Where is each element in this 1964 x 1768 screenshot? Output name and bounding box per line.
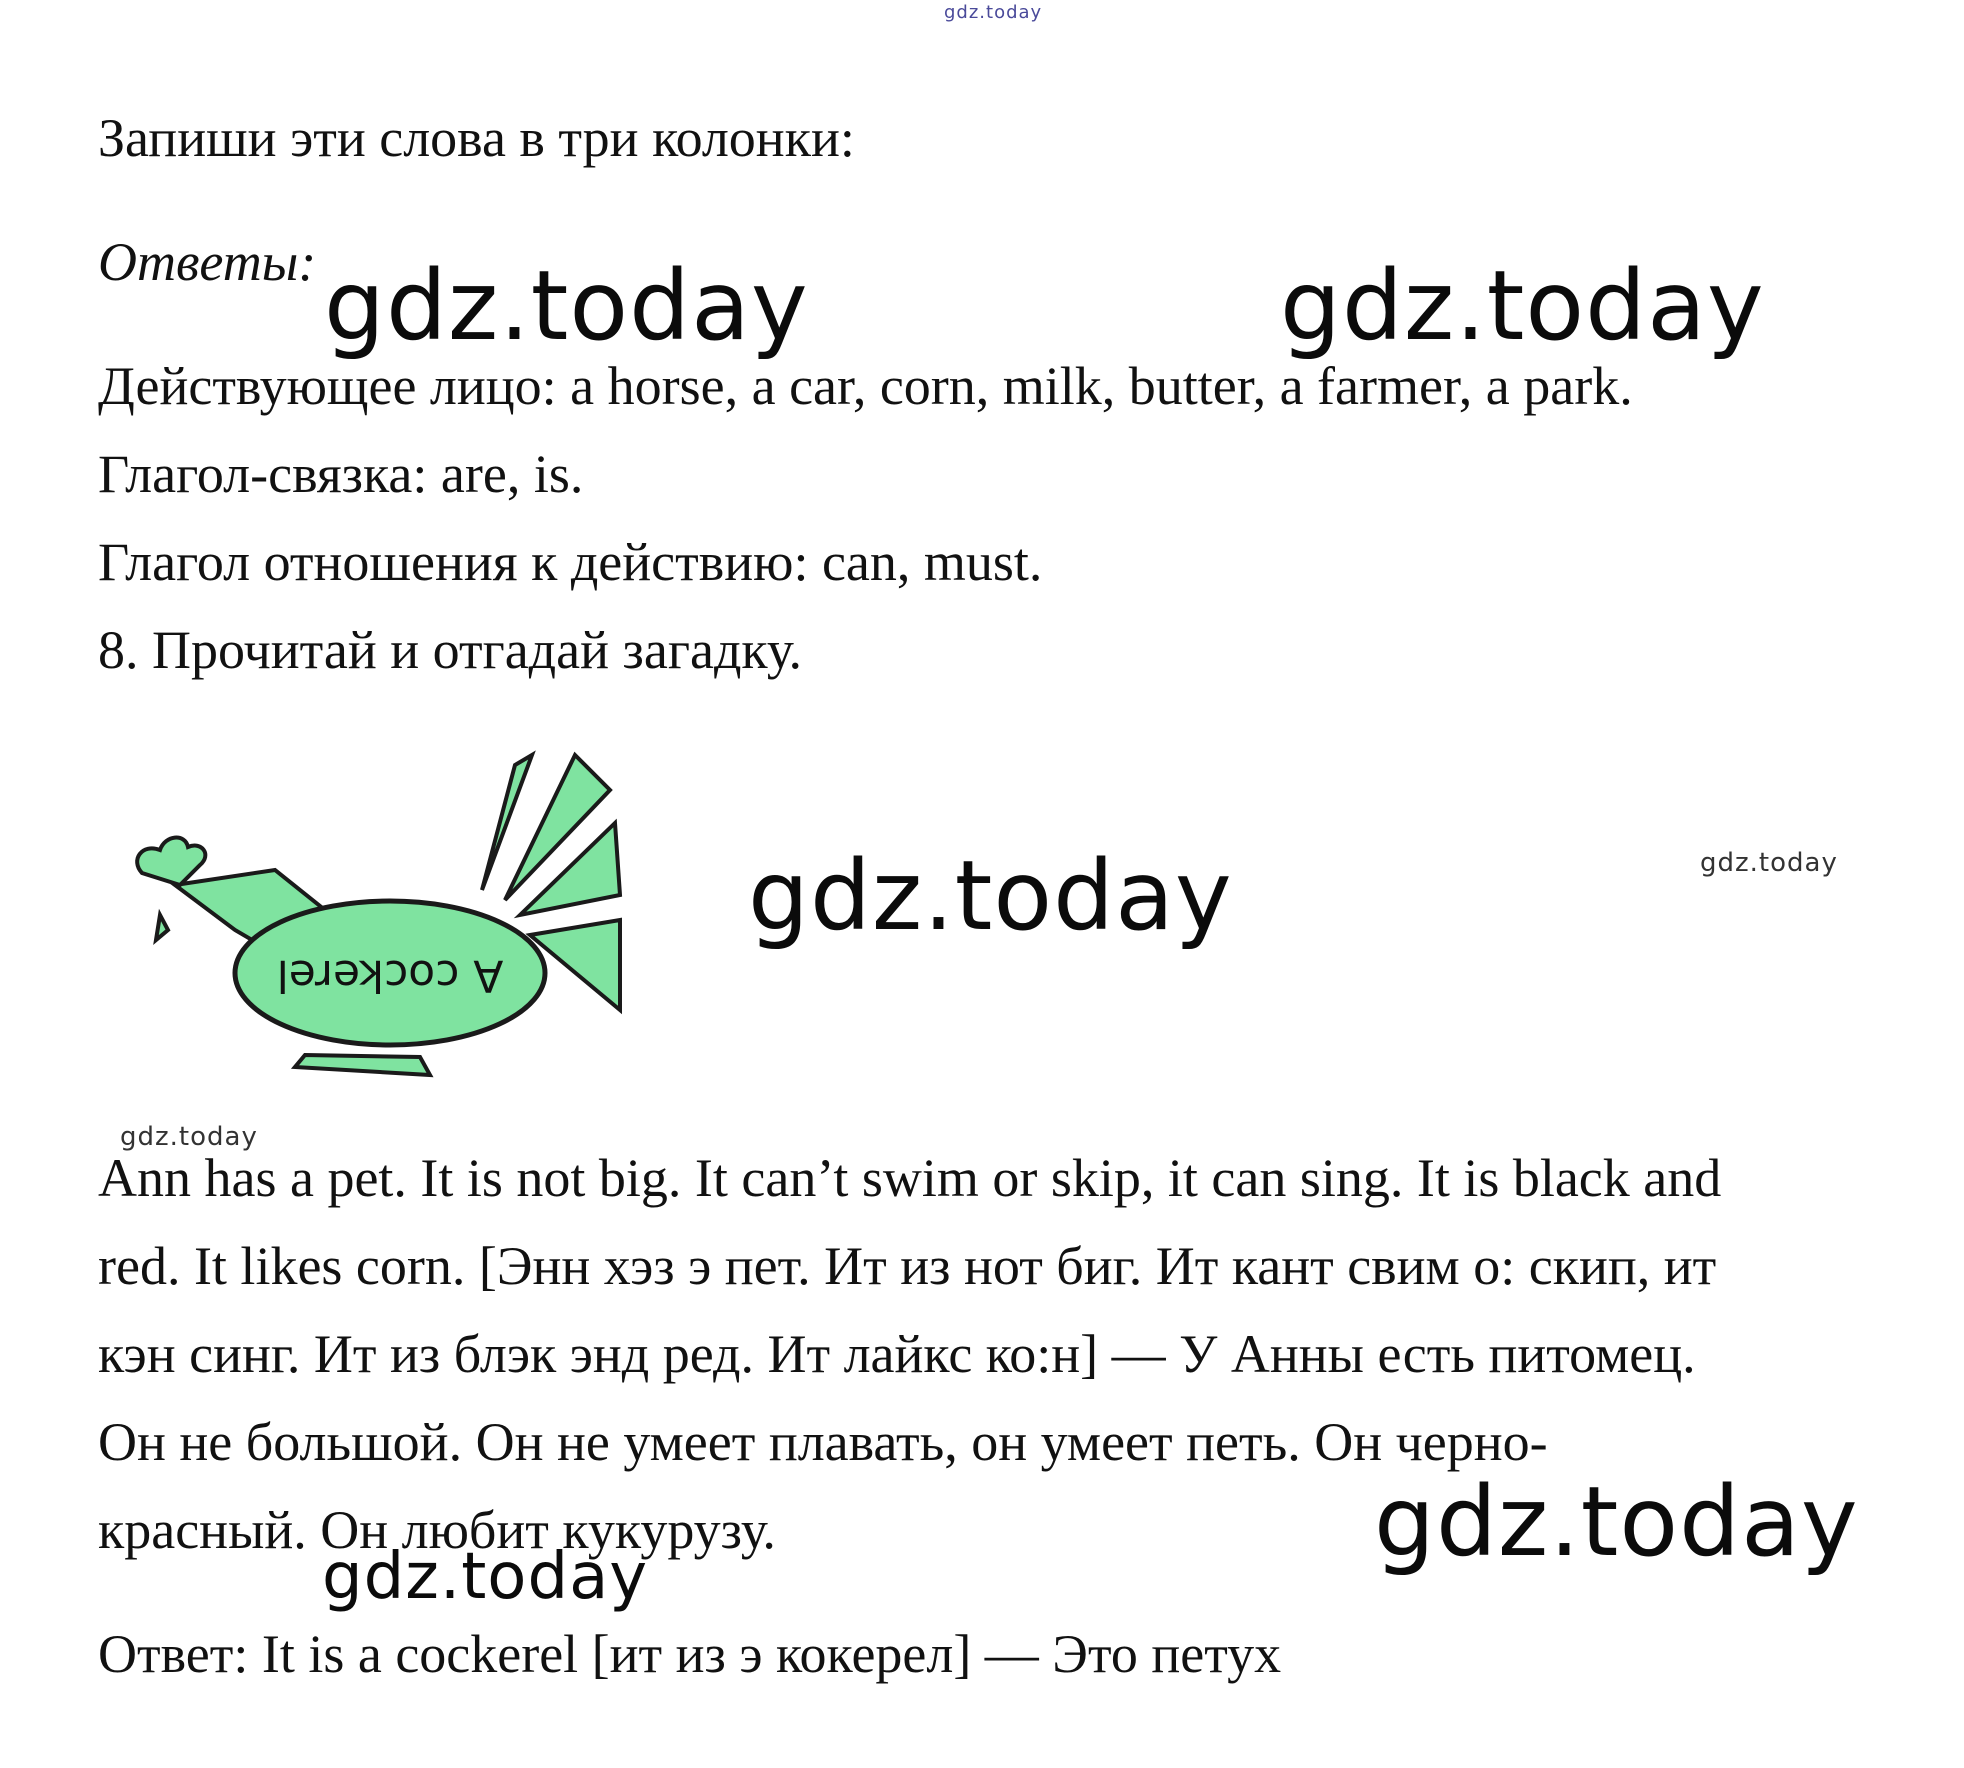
watermark-big-1: gdz.today (324, 250, 809, 362)
cockerel-leg (295, 1055, 430, 1075)
beak-shape (156, 915, 168, 940)
answer-line-3: Глагол отношения к действию: can, must. (98, 532, 1043, 592)
riddle-line-2: red. It likes corn. [Энн хэз э пет. Ит из нот биг. Ит кант свим о: скип, ит (98, 1236, 1717, 1296)
answers-label: Ответы: (98, 232, 317, 292)
watermark-small-left: gdz.today (120, 1122, 258, 1152)
watermark-top: gdz.today (944, 2, 1043, 23)
riddle-line-4: Он не большой. Он не умеет плавать, он умеет петь. Он черно- (98, 1412, 1548, 1472)
riddle-line-5: красный. Он любит кукурузу. (98, 1500, 776, 1560)
answer-line-2: Глагол-связка: are, is. (98, 444, 584, 504)
watermark-big-3: gdz.today (748, 840, 1233, 952)
riddle-line-1: Ann has a pet. It is not big. It can’t swim or skip, it can sing. It is black and (98, 1148, 1722, 1208)
final-answer: Ответ: It is a cockerel [ит из э кокерел] — Это петух (98, 1624, 1282, 1684)
task-heading: Запиши эти слова в три колонки: (98, 108, 855, 168)
watermark-small-right: gdz.today (1700, 848, 1838, 878)
riddle-line-3: кэн синг. Ит из блэк энд ред. Ит лайкс ко:н] — У Анны есть питомец. (98, 1324, 1696, 1384)
answer-line-1: Действующее лицо: a horse, a car, corn, milk, butter, a farmer, a park. (98, 356, 1633, 416)
cockerel-figure (120, 735, 660, 1085)
watermark-big-4: gdz.today (1374, 1466, 1859, 1578)
watermark-medium-5: gdz.today (322, 1540, 649, 1614)
cockerel-label: A cockerel (276, 950, 504, 1001)
cockerel-illustration (120, 735, 660, 1085)
task8-heading: 8. Прочитай и отгадай загадку. (98, 620, 802, 680)
cockerel-head (137, 838, 205, 885)
watermark-big-2: gdz.today (1280, 250, 1765, 362)
